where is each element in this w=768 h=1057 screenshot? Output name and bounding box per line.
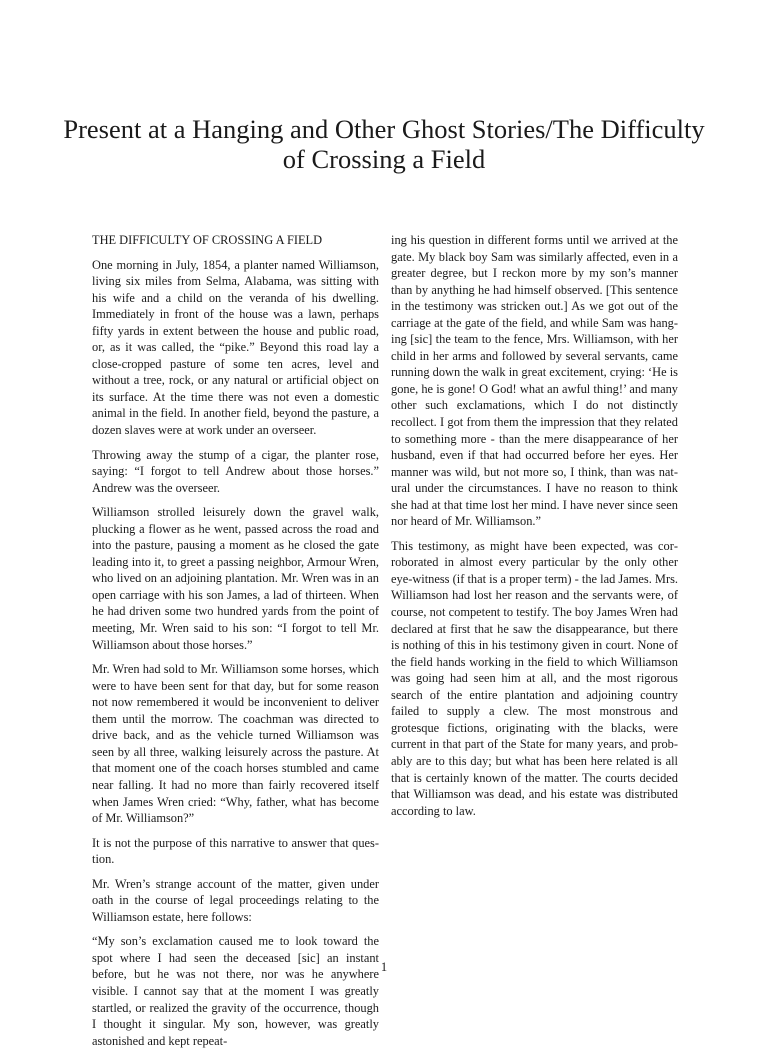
paragraph: Mr. Wren’s strange account of the matter, given under oath in the course of legal proceedings relating to the Williamson estate, here follows: <box>92 876 379 924</box>
paragraph: It is not the purpose of this narrative to answer that question. <box>92 835 379 867</box>
paragraph: One morning in July, 1854, a planter named Williamson, living six miles from Selma, Alabama, was sitting with his wife and a child on the veranda of his dwelling. Immediately in front of the house was a lawn, perhaps fifty yards in extent between the house and public road, or, as it was called, the “pike.” Beyond this road lay a close-cropped pasture of some ten acres, level and without a tree, rock, or any natural or artificial object on its surface. At the time there was not even a domestic animal in the field. In another field, beyond the pasture, a dozen slaves were at work under an overseer. <box>92 257 379 438</box>
right-column <box>391 232 678 827</box>
paragraph: Mr. Wren had sold to Mr. Williamson some horses, which were to have been sent for that day, but for some reason not now remembered it would be inconvenient to deliver them until the morrow. The coachman was directed to drive back, and as the vehicle turned Williamson was seen by all three, walking leisurely across the pasture. At that moment one of the coach horses stumbled and came near falling. It had no more than fairly recovered itself when James Wren cried: “Why, father, what has become of Mr. Williamson?” <box>92 662 379 826</box>
paragraph: ing his question in different forms until we arrived at the gate. My black boy Sam was similarly affected, even in a greater degree, but I reckon more by my son’s manner than by anything he had himself observed. [This sentence in the testimony was stricken out.] As we got out of the carriage at the gate of the field, and while Sam was hanging [sic] the team to the fence, Mrs. Williamson, with her child in her arms and followed by several servants, came running down the walk in great excitement, crying: ‘He is gone, he is gone! O God! what an awful thing!’ and many other such exclamations, which I do not distinctly recollect. I got from them the impression that they related to something more - than the mere disappearance of her husband, even if that had occurred before her eyes. Her manner was wild, but not more so, I think, than was natural under the circumstances. I have no reason to think she had at that time lost her mind. I have never since seen nor heard of Mr. Williamson.” <box>391 233 678 529</box>
left-column <box>92 232 379 1057</box>
paragraph: “My son’s exclamation caused me to look toward the spot where I had seen the deceased [sic] an instant before, but he was not there, nor was he anywhere visible. I cannot say that at the moment I was greatly startled, or realized the gravity of the occurrence, though I thought it singular. My son, however, was greatly astonished and kept repeat- <box>92 934 379 1048</box>
paragraph: Throwing away the stump of a cigar, the planter rose, saying: “I forgot to tell Andrew about those horses.” Andrew was the overseer. <box>92 447 379 495</box>
paragraph: Williamson strolled leisurely down the gravel walk, plucking a flower as he went, passed across the road and into the pasture, pausing a moment as he closed the gate leading into it, to greet a passing neighbor, Armour Wren, who lived on an adjoining plantation. Mr. Wren was in an open carriage with his son James, a lad of thirteen. When he had driven some two hundred yards from the point of meeting, Mr. Wren said to his son: “I forgot to tell Mr. Williamson about those horses.” <box>92 505 379 652</box>
page-number: 1 <box>380 960 388 974</box>
section-heading: THE DIFFICULTY OF CROSSING A FIELD <box>92 233 323 247</box>
page-title: Present at a Hanging and Other Ghost Stories/The Difficulty of Crossing a Field <box>63 114 705 174</box>
paragraph: This testimony, as might have been expected, was corroborated in almost every particular by the only other eye-witness (if that is a proper term) - the lad James. Mrs. Williamson had lost her reason and the servants were, of course, not competent to testify. The boy James Wren had declared at first that he saw the disappearance, but there is nothing of this in his testimony given in court. None of the field hands working in the field to which Williamson was going had seen him at all, and the most rigorous search of the entire plantation and adjoining country failed to supply a clew. The most monstrous and grotesque fictions, originating with the blacks, were current in that part of the State for many years, and probably are to this day; but what has been here related is all that is certainly known of the matter. The courts decided that Williamson was dead, and his estate was distributed according to law. <box>391 538 678 818</box>
